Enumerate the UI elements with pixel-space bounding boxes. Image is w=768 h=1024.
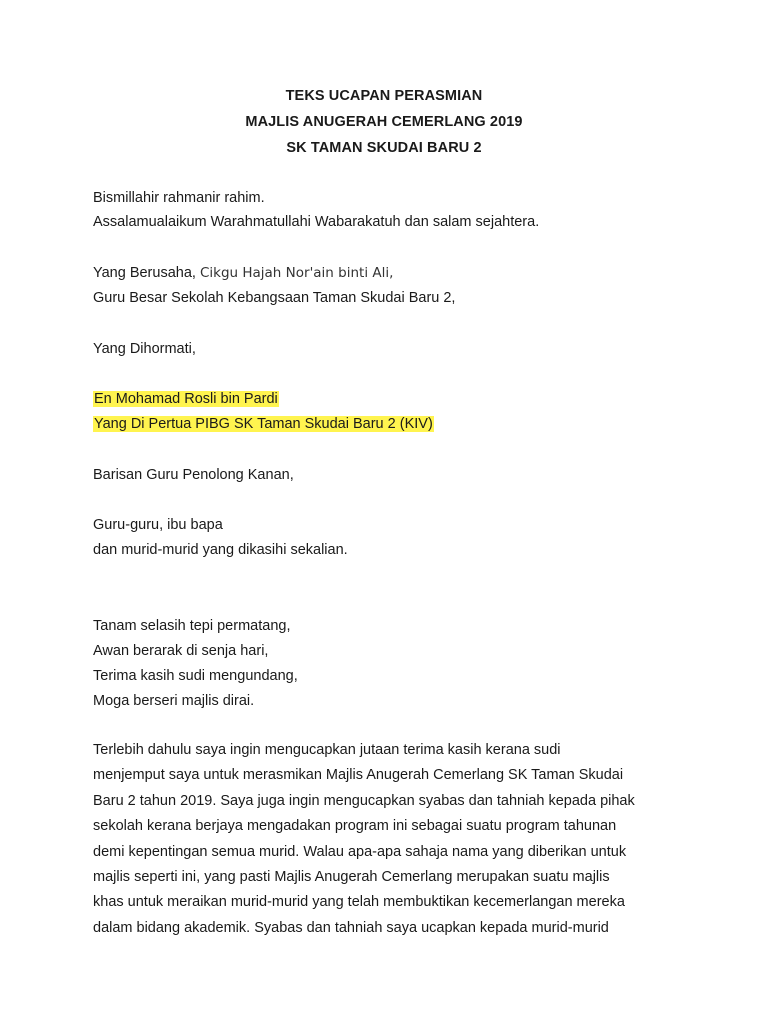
- document-title-line-2: MAJLIS ANUGERAH CEMERLANG 2019: [245, 114, 523, 130]
- highlighted-role: Yang Di Pertua PIBG SK Taman Skudai Baru 2 (KIV): [94, 416, 433, 432]
- senior-teachers-salutation: Barisan Guru Penolong Kanan,: [93, 467, 294, 483]
- highlighted-name: En Mohamad Rosli bin Pardi: [94, 391, 278, 407]
- document-title-line-1: TEKS UCAPAN PERASMIAN: [285, 88, 483, 104]
- body-line-3: Baru 2 tahun 2019. Saya juga ingin mengucapkan syabas dan tahniah kepada pihak: [93, 792, 635, 809]
- body-line-6: majlis seperti ini, yang pasti Majlis Anugerah Cemerlang merupakan suatu majlis: [93, 869, 610, 886]
- honored-salutation: Yang Dihormati,: [93, 341, 196, 357]
- pantun-line-2: Awan berarak di senja hari,: [93, 643, 269, 659]
- body-line-5: demi kepentingan semua murid. Walau apa-apa sahaja nama yang diberikan untuk: [93, 843, 627, 860]
- greeting-line-2: Assalamualaikum Warahmatullahi Wabarakatuh dan salam sejahtera.: [93, 214, 540, 230]
- body-line-4: sekolah kerana berjaya mengadakan program ini sebagai suatu program tahunan: [93, 818, 617, 835]
- addressee-name: Cikgu Hajah Nor'ain binti Ali,: [199, 265, 394, 281]
- greeting-line-1: Bismillahir rahmanir rahim.: [93, 190, 265, 206]
- body-line-8: dalam bidang akademik. Syabas dan tahniah saya ucapkan kepada murid-murid: [93, 919, 609, 936]
- document-title-line-3: SK TAMAN SKUDAI BARU 2: [286, 140, 482, 156]
- audience-line-1: Guru-guru, ibu bapa: [93, 517, 223, 533]
- addressee-prefix: Yang Berusaha,: [93, 265, 200, 281]
- highlighted-name-line: [93, 390, 279, 408]
- pantun-line-1: Tanam selasih tepi permatang,: [93, 618, 291, 634]
- body-paragraph: [93, 738, 693, 941]
- body-line-7: khas untuk meraikan murid-murid yang telah membuktikan kecemerlangan mereka: [93, 894, 625, 911]
- body-line-1: Terlebih dahulu saya ingin mengucapkan jutaan terima kasih kerana sudi: [93, 742, 561, 758]
- pantun-line-4: Moga berseri majlis dirai.: [93, 693, 255, 709]
- pantun-line-3: Terima kasih sudi mengundang,: [93, 668, 298, 684]
- addressee-role: Guru Besar Sekolah Kebangsaan Taman Skudai Baru 2,: [93, 290, 456, 306]
- body-line-2: menjemput saya untuk merasmikan Majlis Anugerah Cemerlang SK Taman Skudai: [93, 767, 624, 784]
- addressee-line: [93, 264, 393, 282]
- audience-line-2: dan murid-murid yang dikasihi sekalian.: [93, 542, 348, 558]
- highlighted-role-line: [93, 415, 434, 433]
